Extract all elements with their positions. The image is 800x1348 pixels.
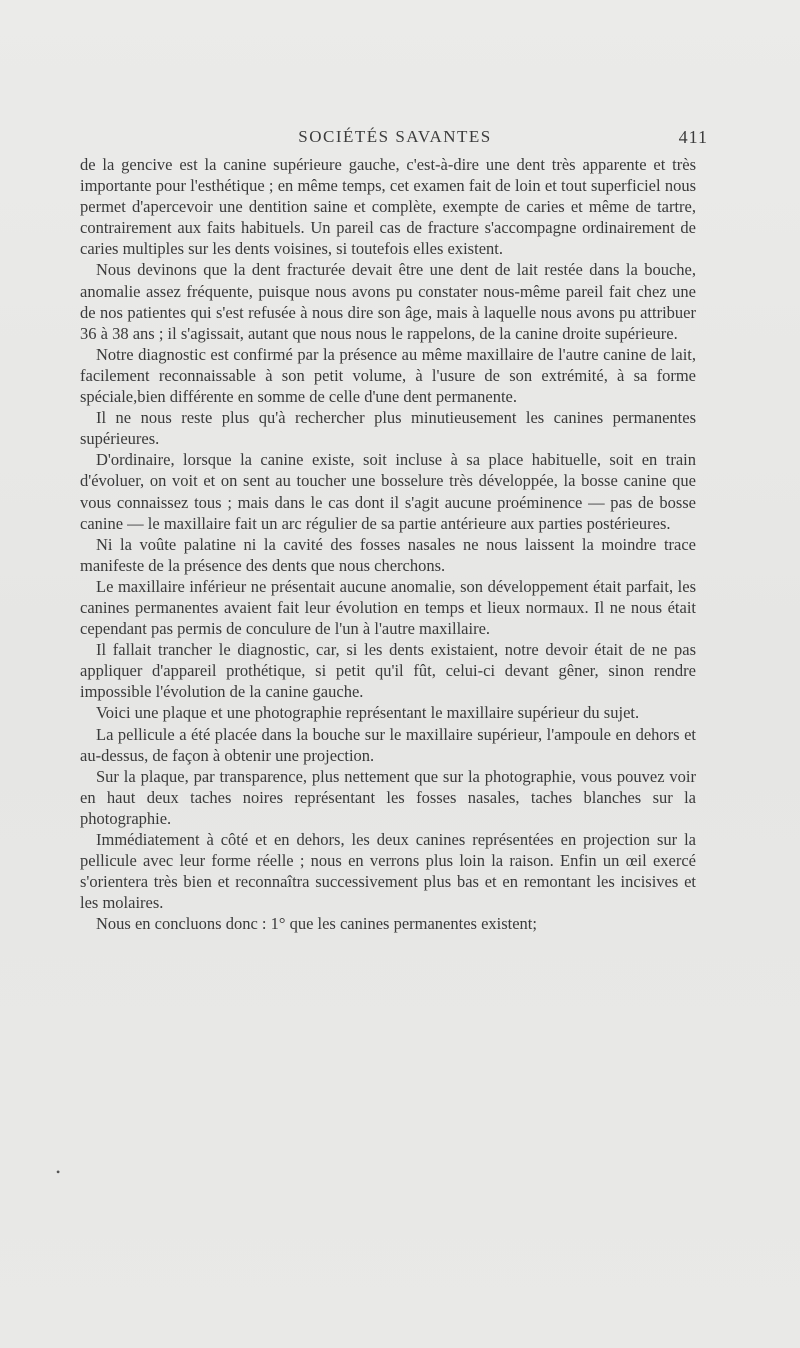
paragraph: Il ne nous reste plus qu'à rechercher plus minutieusement les canines permanentes supérieures. [80,408,696,449]
paragraph: Sur la plaque, par transparence, plus nettement que sur la photographie, vous pouvez voir en haut deux taches noires représentant les fosses nasales, taches blanches sur la photographie. [80,766,696,828]
running-title: SOCIÉTÉS SAVANTES [298,127,492,146]
paragraph: Le maxillaire inférieur ne présentait aucune anomalie, son développement était parfait, les canines permanentes avaient fait leur évolution en temps et lieux normaux. Il ne nous était cependant pas permis de conculure de l'un à l'autre maxillaire. [80,576,696,639]
paragraph: Nous devinons que la dent fracturée devait être une dent de lait restée dans la bouche, anomalie assez fréquente, puisque nous avons pu constater nous-même pareil fait chez une de nos patientes qui s'est refusée à nous dire son âge, mais à laquelle nous avons pu attribuer 36 à 38 ans ; il s'agissait, autant que nous nous le rappelons, de la canine droite supérieure. [80,260,696,343]
margin-mark-icon: • [56,1165,61,1179]
paragraph: Il fallait trancher le diagnostic, car, si les dents existaient, notre devoir était de ne pas appliquer d'appareil prothétique, si petit qu'il fût, celui-ci devant gêner, sinon rendre impossible l'évolution de la canine gauche. [80,640,696,702]
paragraph: Nous en concluons donc : 1° que les canines permanentes existent; [96,914,537,934]
paragraph: Voici une plaque et une photographie représentant le maxillaire supérieur du sujet. [96,703,640,723]
paragraph: Immédiatement à côté et en dehors, les deux canines représentées en projection sur la pellicule avec leur forme réelle ; nous en verrons plus loin la raison. Enfin un œil exercé s'orientera très bien et reconnaîtra successivement plus bas et en remontant les incisives et les molaires. [80,830,696,913]
paragraph: Ni la voûte palatine ni la cavité des fosses nasales ne nous laissent la moindre trace manifeste de la présence des dents que nous cherchons. [80,534,696,575]
paragraph: La pellicule a été placée dans la bouche sur le maxillaire supérieur, l'ampoule en dehors et au-dessus, de façon à obtenir une projection. [80,724,696,765]
page-header [80,127,710,151]
paragraph: Notre diagnostic est confirmé par la présence au même maxillaire de l'autre canine de lait, facilement reconnaissable à son petit volume, à l'usure de son extrémité, à sa forme spéciale,bien différente en somme de celle d'une dent permanente. [80,344,696,407]
page-number: 411 [678,127,708,147]
body-text [80,154,696,934]
paragraph: de la gencive est la canine supérieure gauche, c'est-à-dire une dent très apparente et très importante pour l'esthétique ; en même temps, cet examen fait de loin et tout superficiel nous permet d'apercevoir une dentition saine et complète, exempte de caries et même de tartre, contrairement aux faits habituels. Un pareil cas de fracture s'accompagne ordinairement de caries multiples sur les dents voisines, si toutefois elles existent. [80,155,696,259]
paragraph: D'ordinaire, lorsque la canine existe, soit incluse à sa place habituelle, soit en train d'évoluer, on voit et on sent au toucher une bosselure très développée, la bosse canine que vous connaissez tous ; mais dans le cas dont il s'agit aucune proéminence — pas de bosse canine — le maxillaire fait un arc régulier de sa partie antérieure aux parties postérieures. [80,450,696,533]
